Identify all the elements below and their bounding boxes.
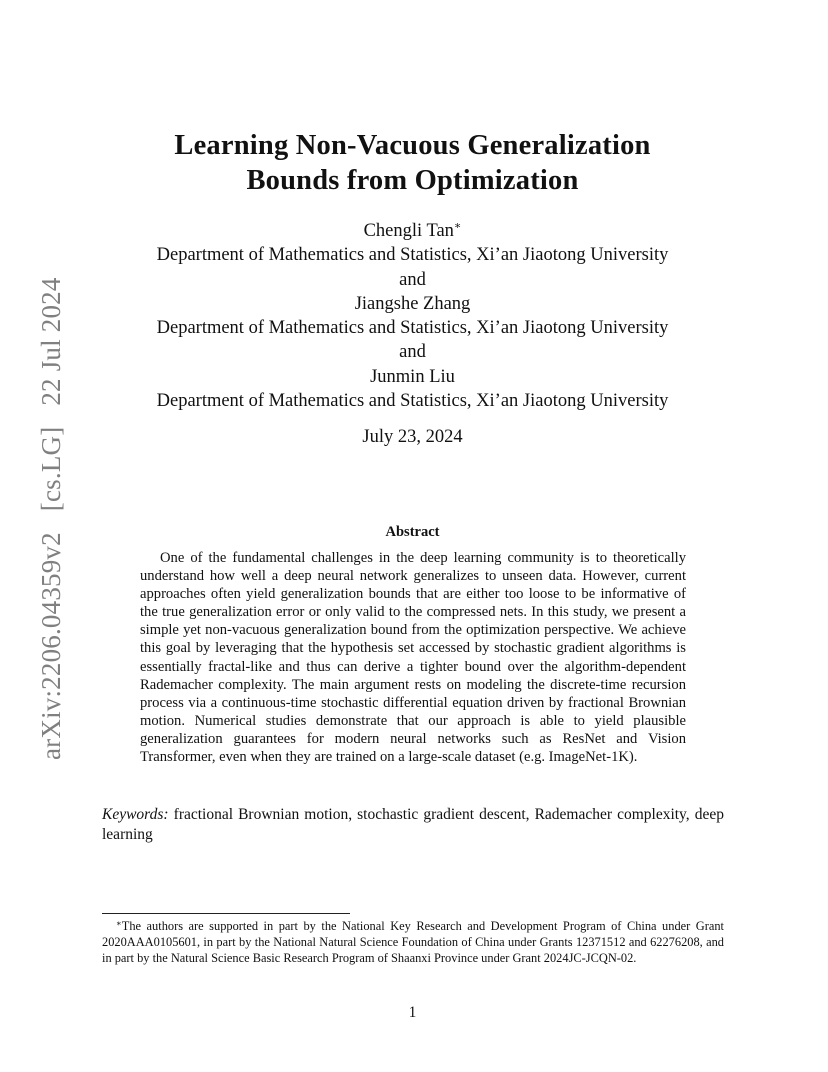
abstract-heading: Abstract	[385, 524, 440, 540]
funding-footnote	[102, 918, 724, 966]
footnote-divider	[102, 913, 350, 914]
footnote-text: The authors are supported in part by the National Key Research and Development Program of China under Grant 2020AAA0105601, in part by the National Natural Science Foundation of China under Grants 12371512 and 62276208, and in part by the Natural Science Basic Research Program of Shaanxi Province under Grant 2024JC-JCQN-02.	[102, 919, 724, 965]
title-line-1: Learning Non-Vacuous Generalization	[174, 130, 651, 161]
author-separator: and	[399, 269, 426, 290]
title-line-2: Bounds from Optimization	[246, 165, 579, 196]
author-affiliation: Department of Mathematics and Statistics, Xi’an Jiaotong University	[156, 245, 669, 266]
arxiv-date: 22 Jul 2024	[36, 277, 66, 406]
author-footnote-mark: ∗	[453, 220, 462, 232]
abstract-text: One of the fundamental challenges in the deep learning community is to theoretically understand how well a deep neural network generalizes to unseen data. However, current approaches often yield generalization bounds that are either too loose to be informative of the true generalization error or only valid to the compressed nets. In this study, we present a simple yet non-vacuous generalization bound from the optimization perspective. We achieve this goal by leveraging that the hypothesis set accessed by stochastic gradient algorithms is essentially fractal-like and thus can derive a tighter bound over the algorithm-dependent Rademacher complexity. The main argument rests on modeling the discrete-time recursion process via a continuous-time stochastic differential equation driven by fractional Brownian motion. Numerical studies demonstrate that our approach is able to yield plausible generalization guarantees for modern neural networks such as ResNet and Vision Transformer, even when they are trained on a large-scale dataset (e.g. ImageNet-1K).	[140, 550, 686, 766]
footnote-mark: ∗	[116, 918, 122, 928]
author-name: Jiangshe Zhang	[354, 293, 471, 314]
author-name: Chengli Tan∗	[363, 220, 462, 241]
author-name: Junmin Liu	[370, 366, 455, 387]
keywords-label: Keywords:	[102, 806, 169, 823]
page-number: 1	[408, 1004, 417, 1021]
paper-date: July 23, 2024	[362, 427, 463, 447]
paper-title	[100, 128, 725, 198]
keywords-text: fractional Brownian motion, stochastic gradient descent, Rademacher complexity, deep learning	[102, 806, 724, 843]
author-block	[100, 219, 725, 413]
arxiv-identifier-stamp	[36, 260, 67, 760]
author-affiliation: Department of Mathematics and Statistics, Xi’an Jiaotong University	[156, 318, 669, 339]
arxiv-id: arXiv:2206.04359v2	[36, 532, 66, 760]
author-separator: and	[399, 342, 426, 363]
keywords	[102, 805, 724, 845]
arxiv-category: [cs.LG]	[36, 426, 66, 512]
author-affiliation: Department of Mathematics and Statistics, Xi’an Jiaotong University	[156, 391, 669, 412]
